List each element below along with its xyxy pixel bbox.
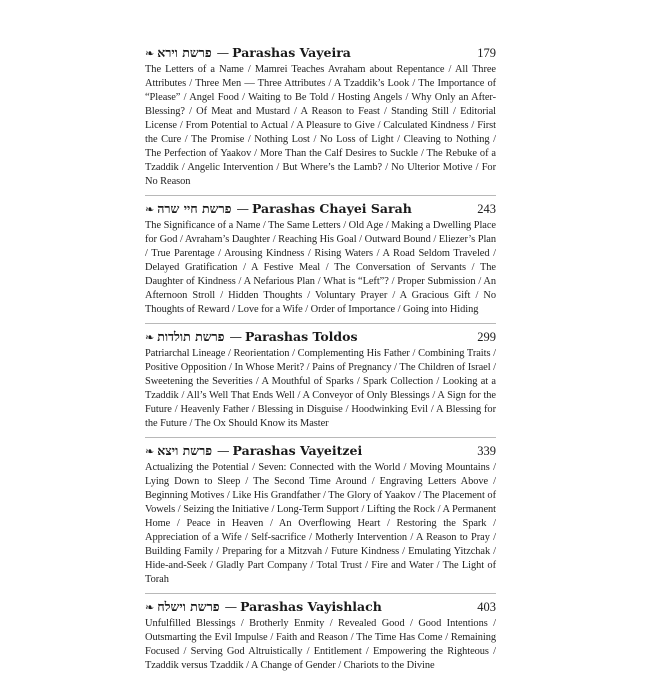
entry-heading: ❧ פרשת וישלח — Parashas Vayishlach 403 [145, 599, 496, 614]
entry-heading: ❧ פרשת חיי שרה — Parashas Chayei Sarah 243 [145, 201, 496, 216]
page-number: 339 [477, 444, 496, 458]
page-number: 299 [477, 330, 496, 344]
parasha-title: Parashas Vayeira [232, 45, 351, 60]
table-of-contents [145, 44, 496, 679]
hebrew-title: פרשת תולדות [157, 329, 225, 344]
toc-entry-chayei-sarah [145, 195, 496, 317]
page-number: 179 [477, 46, 496, 60]
toc-entry-vayeitzei [145, 437, 496, 587]
topic-list: Unfulfilled Blessings / Brotherly Enmity / Revealed Good / Good Intentions / Outsmarting the Evil Impulse / Faith and Reason / The Time Has Come / Remaining Focused / Serving God Altruistically / Entitlement / Empowering the Righteous / Tzaddik versus Tzaddik / A Change of Gender / Chariots to the Divine [145, 618, 496, 671]
entry-heading: ❧ פרשת וירא — Parashas Vayeira 179 [145, 45, 496, 60]
parasha-title: Parashas Vayeitzei [232, 443, 363, 458]
toc-entry-toldos [145, 323, 496, 431]
toc-entry-vayeira [145, 44, 496, 189]
ornament-icon: ❧ [145, 601, 155, 614]
hebrew-title: פרשת חיי שרה [157, 201, 232, 216]
topic-list: Patriarchal Lineage / Reorientation / Complementing His Father / Combining Traits / Positive Opposition / In Whose Merit? / Pains of Pregnancy / The Children of Israel / Sweetening the Severities / A Mouthful of Sparks / Spark Collection / Looking at a Tzaddik / All’s Well That Ends Well / A Conveyor of Only Blessings / A Sign for the Future / Heavenly Father / Blessing in Disguise / Hoodwinking Evil / A Blessing for the Future / The Ox Should Know its Master [145, 348, 496, 429]
page-number: 243 [477, 202, 496, 216]
parasha-title: Parashas Toldos [245, 329, 358, 344]
topic-list: The Letters of a Name / Mamrei Teaches Avraham about Repentance / All Three Attributes / Three Men — Three Attributes / A Tzaddik’s Look / The Importance of “Please” / Angel Food / Waiting to Be Told / Hosting Angels / Why Only an After-Blessing? / Of Meat and Mustard / A Reason to Feast / Standing Still / Editorial License / From Potential to Actual / A Pleasure to Give / Calculated Kindness / First the Cure / The Promise / Nothing Lost / No Loss of Light / Cleaving to Nothing / The Perfection of Yaakov / More Than the Calf Desires to Suckle / The Rebuke of a Tzaddik / Angelic Intervention / But Where’s the Lamb? / No Ulterior Motive / For No Reason [145, 64, 496, 187]
entry-heading: ❧ פרשת תולדות — Parashas Toldos 299 [145, 329, 496, 344]
ornament-icon: ❧ [145, 331, 155, 344]
hebrew-title: פרשת וירא [157, 45, 212, 60]
hebrew-title: פרשת וישלח [157, 599, 220, 614]
ornament-icon: ❧ [145, 445, 155, 458]
topic-list: The Significance of a Name / The Same Letters / Old Age / Making a Dwelling Place for God / Avraham’s Daughter / Reaching His Goal / Outward Bound / Eliezer’s Plan / True Parentage / Arousing Kindness / Rising Waters / A Road Seldom Traveled / Delayed Gratification / A Festive Meal / The Conversation of Servants / The Daughter of Kindness / A Nefarious Plan / What is “Left”? / Proper Submission / An Afternoon Stroll / Hidden Thoughts / Voluntary Prayer / A Gracious Gift / No Thoughts of Reward / Love for a Wife / Order of Importance / Going into Hiding [145, 220, 496, 315]
entry-heading: ❧ פרשת ויצא — Parashas Vayeitzei 339 [145, 443, 496, 458]
toc-entry-vayishlach [145, 593, 496, 673]
page-number: 403 [477, 600, 496, 614]
ornament-icon: ❧ [145, 203, 155, 216]
parasha-title: Parashas Vayishlach [240, 599, 382, 614]
topic-list: Actualizing the Potential / Seven: Connected with the World / Moving Mountains / Lying Down to Sleep / The Second Time Around / Engraving Letters Above / Beginning Motives / Like His Grandfather / The Glory of Yaakov / The Placement of Vowels / Seizing the Initiative / Long-Term Support / Lifting the Rock / A Permanent Home / Peace in Heaven / An Overflowing Heart / Restoring the Spark / Appreciation of a Wife / Self-sacrifice / Motherly Intervention / A Reason to Pray / Building Family / Preparing for a Mitzvah / Future Kindness / Emulating Yitzchak / Hide-and-Seek / Gladly Part Company / Total Trust / Fire and Water / The Light of Torah [145, 462, 496, 585]
hebrew-title: פרשת ויצא [157, 443, 213, 458]
parasha-title: Parashas Chayei Sarah [251, 201, 412, 216]
ornament-icon: ❧ [145, 47, 155, 60]
